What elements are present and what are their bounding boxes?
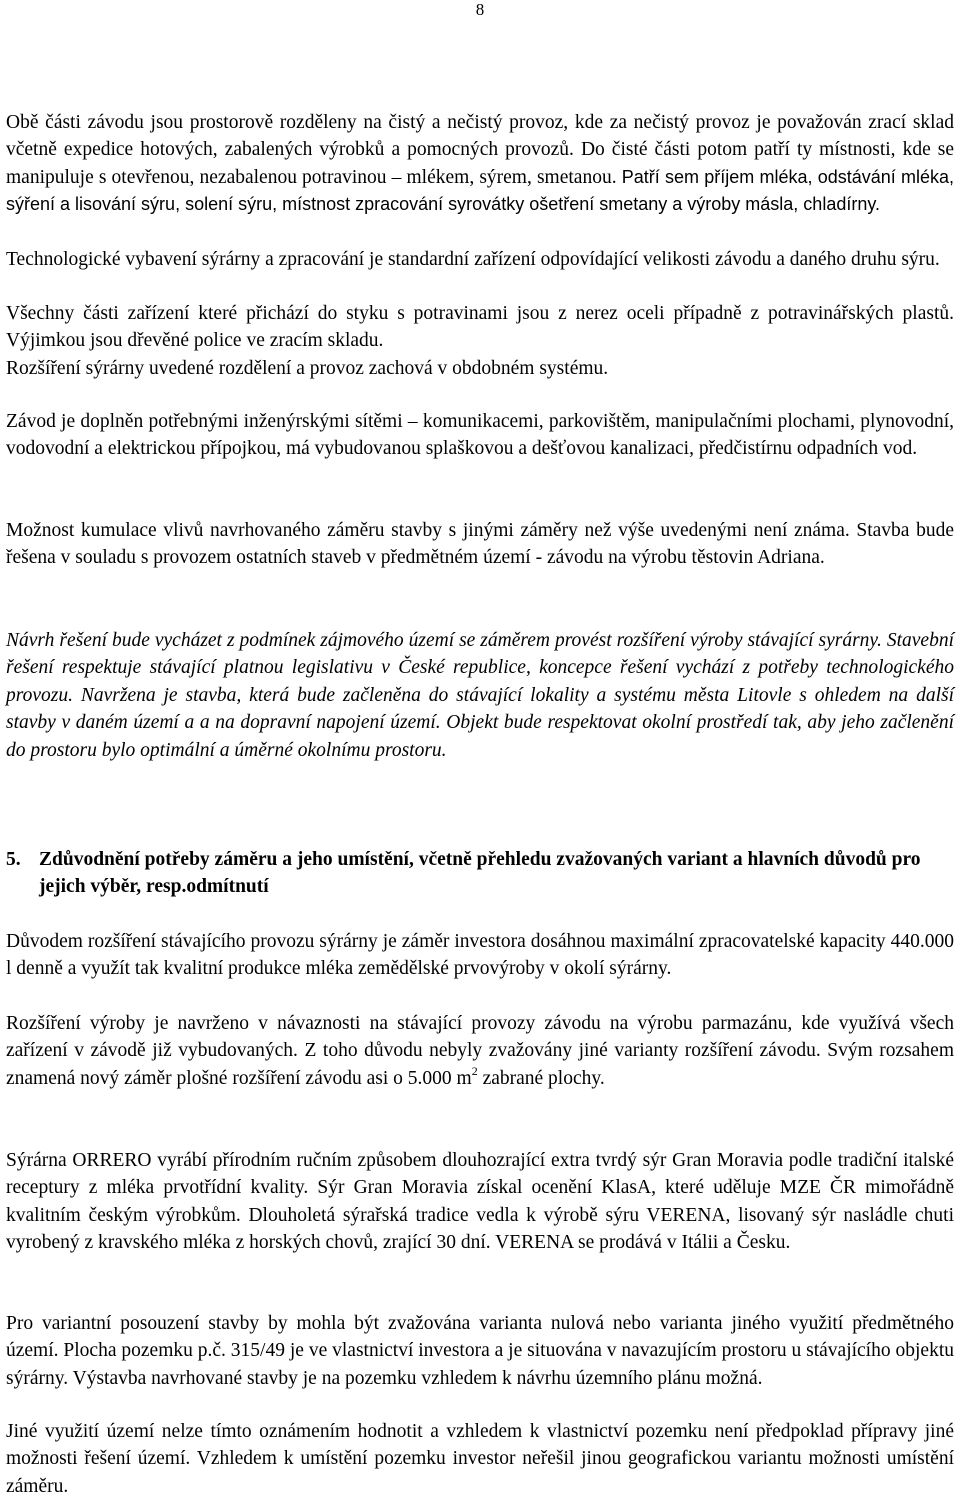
paragraph-equipment: Všechny části zařízení které přichází do styku s potravinami jsou z nerez oceli případně z potravinářských plastů. Výjimkou jsou dřevěné police ve zracím skladu. [6,303,954,352]
paragraph-other-use: Jiné využití území nelze tímto oznámením hodnotit a vzhledem k vlastnictví pozemku není předpoklad přípravy jiné možnosti řešení území. Vzhledem k umístění pozemku investor neřešil jinou geografickou variantu možnosti umístění záměru. [6,1421,954,1497]
area-unit-superscript: 2 [471,1063,478,1078]
paragraph-zones-clean-rooms: Patří sem příjem mléka, odstávání mléka, sýření a lisování sýru, solení sýru, místnost zpracování syrovátky ošetření smetany a výroby másla, chladírny. [6,166,955,215]
paragraph-zones-text: Obě části závodu jsou prostorově rozděleny na čistý a nečistý provoz, kde za nečistý provoz je považován zrací sklad včetně expedice hotových, zabalených výrobků a pomocných provozů. Do čisté části potom patří ty místnosti, kde se manipuluje s otevřenou, nezabalenou potravinou – mlékem, sýrem, smetanou. [6,112,954,188]
paragraph-infrastructure: Závod je doplněn potřebnými inženýrskými sítěmi – komunikacemi, parkovištěm, manipulačními plochami, plynovodní, vodovodní a elektrickou přípojkou, má vybudovanou splaškovou a dešťovou kanalizaci, předčistírnu odpadních vod. [6,411,954,460]
paragraph-variants: Pro variantní posouzení stavby by mohla být zvažována varianta nulová nebo varianta jiného využití předmětného území. Plocha pozemku p.č. 315/49 je ve vlastnictví investora a je situována v navazujícím prostoru u stávajícího objektu sýrárny. Výstavba navrhované stavby je na pozemku vzhledem k návrhu územního plánu možná. [6,1313,954,1389]
paragraph-production-expansion-text: Rozšíření výroby je navrženo v návaznosti na stávající provozy závodu na výrobu parmazánu, kde využívá všech zařízení v závodě již vybudovaných. Z toho důvodu nebyly zvažovány jiné varianty rozšíření závodu. Svým rozsahem znamená nový záměr plošné rozšíření závodu asi o 5.000 m [6,1013,954,1089]
paragraph-production-expansion-end: zabrané plochy. [477,1067,605,1089]
page-number: 8 [475,0,485,19]
paragraph-cumulation: Možnost kumulace vlivů navrhovaného záměru stavby s jinými záměry než výše uvedenými není známa. Stavba bude řešena v souladu s provozem ostatních staveb v předmětném území - závodu na výrobu těstovin Adriana. [6,520,954,569]
paragraph-technology: Technologické vybavení sýrárny a zpracování je standardní zařízení odpovídající velikosti závodu a daného druhu sýru. [6,249,940,270]
paragraph-production-expansion [6,1010,954,1092]
paragraph-design-proposal: Návrh řešení bude vycházet z podmínek zájmového území se záměrem provést rozšíření výroby stávající syrárny. Stavební řešení respektuje stávající platnou legislativu v České republice, koncepce řešení vychází z potřeby technologického provozu. Navržena je stavba, která bude začleněna do stávající lokality a systému města Litovle s ohledem na další stavby v daném území a a na dopravní napojení území. Objekt bude respektovat okolní prostředí tak, aby jeho začlenění do prostoru bylo optimální a úměrné okolnímu prostoru. [6,630,954,761]
paragraph-reason: Důvodem rozšíření stávajícího provozu sýrárny je záměr investora dosáhnou maximální zpracovatelské kapacity 440.000 l denně a využít tak kvalitní produkce mléka zemědělské prvovýroby v okolí sýrárny. [6,931,954,980]
paragraph-expansion: Rozšíření sýrárny uvedené rozdělení a provoz zachová v obdobném systému. [6,358,609,379]
section-heading [6,846,954,901]
paragraph-zones [6,109,954,219]
section-heading-number: 5. [6,849,21,870]
paragraph-orrero: Sýrárna ORRERO vyrábí přírodním ručním způsobem dlouhozrající extra tvrdý sýr Gran Moravia podle tradiční italské receptury z mléka prvotřídní kvality. Sýr Gran Moravia získal ocenění KlasA, které uděluje MZE ČR mimořádně kvalitním českým výrobkům. Dlouholetá sýrařská tradice vedla k výrobě sýru VERENA, lisovaný sýr nasládle chuti vyrobený z kravského mléka z horských chovů, zrající 30 dní. VERENA se prodává v Itálii a Česku. [6,1150,954,1254]
section-heading-text: Zdůvodnění potřeby záměru a jeho umístění, včetně přehledu zvažovaných variant a hlavních důvodů pro jejich výběr, resp.odmítnutí [39,849,921,898]
